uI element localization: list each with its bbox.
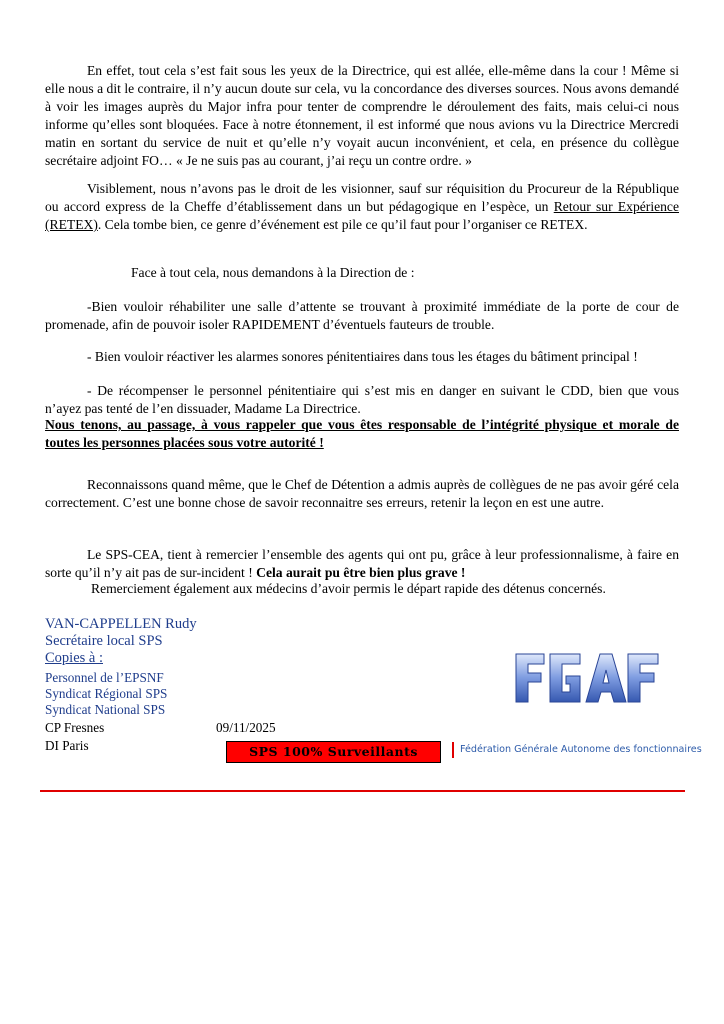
remerciements-text: Le SPS-CEA, tient à remercier l’ensemble des agents qui ont pu, grâce à leur professionnalisme, à faire en sorte qu’il n’y ait pas de sur-incident ! bbox=[45, 547, 679, 580]
document-date: 09/11/2025 bbox=[216, 720, 276, 735]
paragraph-remerciements bbox=[45, 546, 679, 582]
retex-text-after: . Cela tombe bien, ce genre d’événement est pile ce qu’il faut pour l’organiser ce RETEX. bbox=[97, 217, 588, 232]
paragraph-cour: En effet, tout cela s’est fait sous les yeux de la Directrice, qui est allée, elle-même dans la cour ! Même si elle nous a dit le contraire, il n’y aucun doute sur cela, vu la concordance des diverses sources. Nous avons demandé à voir les images auprès du Major infra pour tenter de comprendre le déroulement des faits, mais celui-ci nous informe qu’elles sont bloquées. Face à notre étonnement, il est informé que nous avions vu la Directrice Mercredi matin en sortant du service de nuit et qu’elle n’y voyait aucun inconvénient, et cela, en présence du collègue secrétaire adjoint FO… « Je ne suis pas au courant, j’ai reçu un contre ordre. » bbox=[45, 63, 679, 168]
responsibility-reminder: Nous tenons, au passage, à vous rappeler que vous êtes responsable de l’intégrité physique et morale de toutes les personnes placées sous votre autorité ! bbox=[45, 417, 679, 450]
copy-recipient: Syndicat National SPS bbox=[45, 702, 166, 717]
paragraph-demandes-intro: Face à tout cela, nous demandons à la Direction de : bbox=[131, 265, 415, 280]
logo-lettering: FGAF bbox=[587, 671, 628, 688]
demand-item-alarmes: - Bien vouloir réactiver les alarmes sonores pénitentiaires dans tous les étages du bâtiment principal ! bbox=[87, 349, 638, 364]
banner-text: SPS 100% Surveillants bbox=[249, 744, 418, 759]
footer-divider bbox=[40, 790, 685, 792]
federation-name: Fédération Générale Autonome des fonctionnaires bbox=[452, 742, 710, 758]
paragraph-retex bbox=[45, 180, 679, 234]
copy-recipient: Personnel de l’EPSNF bbox=[45, 670, 164, 685]
sps-banner bbox=[226, 741, 441, 763]
signature-name: VAN-CAPPELLEN Rudy bbox=[45, 616, 197, 632]
paragraph-medecins: Remerciement également aux médecins d’avoir permis le départ rapide des détenus concernés. bbox=[91, 581, 606, 596]
copy-recipient: CP Fresnes bbox=[45, 720, 105, 735]
copy-recipient: DI Paris bbox=[45, 738, 89, 753]
copy-recipient: Syndicat Régional SPS bbox=[45, 686, 168, 701]
retex-text-before: Visiblement, nous n’avons pas le droit de les visionner, sauf sur réquisition du Procureur de la République ou accord express de la Cheffe d’établissement dans un but pédagogique en l’espèce, un bbox=[45, 181, 679, 214]
signature-role: Secrétaire local SPS bbox=[45, 633, 163, 649]
retex-link: Retour sur Expérience (RETEX) bbox=[45, 199, 679, 232]
remerciements-bold: Cela aurait pu être bien plus grave ! bbox=[256, 565, 466, 580]
fgaf-logo bbox=[514, 650, 660, 706]
demand-item-recompense: - De récompenser le personnel pénitentiaire qui s’est mis en danger en suivant le CDD, bien que vous n’ayez pas tenté de l’en dissuader, Madame La Directrice. bbox=[45, 383, 679, 416]
demand-item-salle-attente: -Bien vouloir réhabiliter une salle d’attente se trouvant à proximité immédiate de la porte de cour de promenade, afin de pouvoir isoler RAPIDEMENT d’éventuels fauteurs de trouble. bbox=[45, 299, 679, 332]
copies-label: Copies à : bbox=[45, 650, 103, 666]
paragraph-chef-detention: Reconnaissons quand même, que le Chef de Détention a admis auprès de collègues de ne pas avoir géré cela correctement. C’est une bonne chose de savoir reconnaitre ses erreurs, retenir la leçon en est une autre. bbox=[45, 477, 679, 510]
